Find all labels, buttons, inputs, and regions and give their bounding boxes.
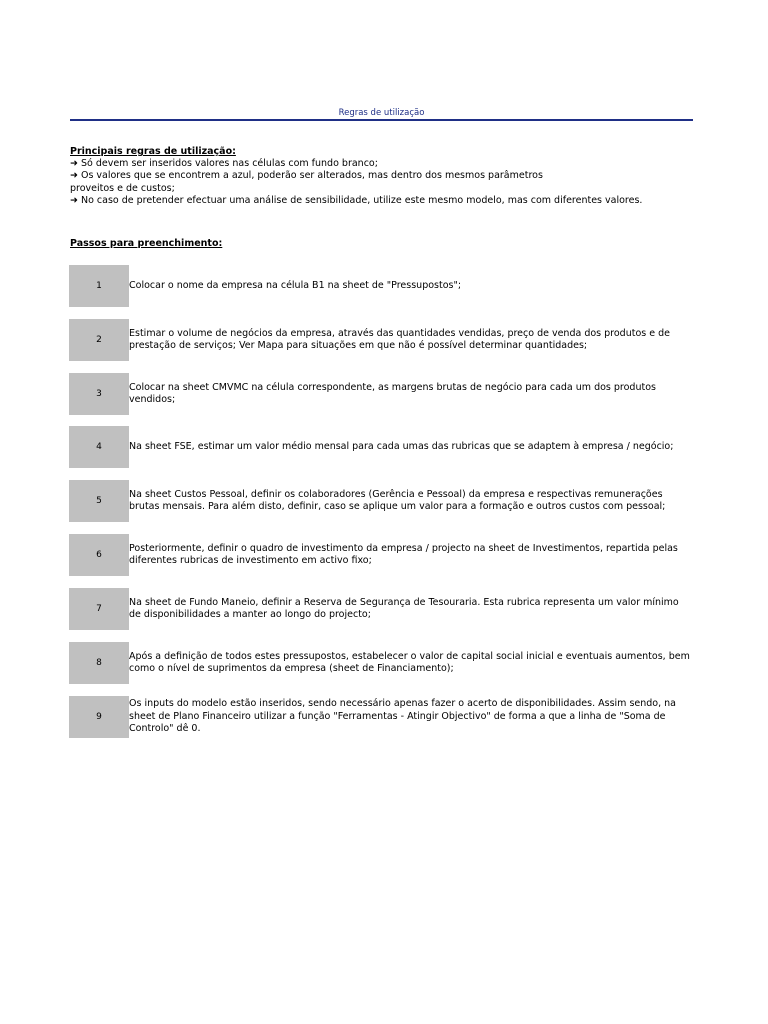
- steps-heading: Passos para preenchimento:: [70, 238, 223, 249]
- step-number-cell: 4: [69, 426, 129, 468]
- step-number-cell: 9: [69, 696, 129, 738]
- step-number-cell: 3: [69, 373, 129, 415]
- step-description: Na sheet FSE, estimar um valor médio mensal para cada umas das rubricas que se adaptem à empresa / negócio;: [129, 440, 674, 452]
- sheet-title: Regras de utilização: [338, 108, 425, 118]
- rules-heading: Principais regras de utilização:: [70, 146, 236, 157]
- rule-line: ➜ Só devem ser inseridos valores nas células com fundo branco;: [70, 158, 378, 169]
- arrow-icon: ➜: [70, 195, 78, 207]
- step-description: Após a definição de todos estes pressupostos, estabelecer o valor de capital social inicial e eventuais aumentos, bem como o nível de suprimentos da empresa (sheet de Financiamento);: [129, 650, 690, 674]
- step-number-cell: 1: [69, 265, 129, 307]
- step-number-cell: 6: [69, 534, 129, 576]
- step-description: Estimar o volume de negócios da empresa, através das quantidades vendidas, preço de venda dos produtos e de prestação de serviços; Ver Mapa para situações em que não é possível determinar quantidades;: [129, 327, 670, 351]
- step-number-cell: 2: [69, 319, 129, 361]
- step-description: Posteriormente, definir o quadro de investimento da empresa / projecto na sheet de Investimentos, repartida pelas diferentes rubricas de investimento em activo fixo;: [129, 542, 678, 566]
- rule-line: ➜ No caso de pretender efectuar uma análise de sensibilidade, utilize este mesmo modelo, mas com diferentes valores.: [70, 195, 643, 207]
- step-description: Na sheet de Fundo Maneio, definir a Reserva de Segurança de Tesouraria. Esta rubrica representa um valor mínimo de disponibilidades a manter ao longo do projecto;: [129, 596, 679, 620]
- rules-list: [70, 158, 710, 208]
- step-number-cell: 8: [69, 642, 129, 684]
- step-description: Colocar na sheet CMVMC na célula correspondente, as margens brutas de negócio para cada um dos produtos vendidos;: [129, 381, 656, 405]
- title-divider: [70, 119, 693, 121]
- step-number-cell: 7: [69, 588, 129, 630]
- arrow-icon: ➜: [70, 170, 78, 182]
- step-description: Os inputs do modelo estão inseridos, sendo necessário apenas fazer o acerto de disponibilidades. Assim sendo, na sheet de Plano Financeiro utilizar a função "Ferramentas - Atingir Objectivo" de forma a que a linha de "Soma de Controlo" dê 0.: [129, 698, 676, 735]
- step-description: Colocar o nome da empresa na célula B1 na sheet de "Pressupostos";: [129, 279, 462, 291]
- rule-line: proveitos e de custos;: [70, 182, 175, 194]
- step-description: Na sheet Custos Pessoal, definir os colaboradores (Gerência e Pessoal) da empresa e respectivas remunerações brutas mensais. Para além disto, definir, caso se aplique um valor para a formação e outros custos com pessoal;: [129, 488, 666, 512]
- step-number-cell: 5: [69, 480, 129, 522]
- rule-line: ➜ Os valores que se encontrem a azul, poderão ser alterados, mas dentro dos mesmos parâmetros: [70, 170, 543, 182]
- arrow-icon: ➜: [70, 158, 78, 169]
